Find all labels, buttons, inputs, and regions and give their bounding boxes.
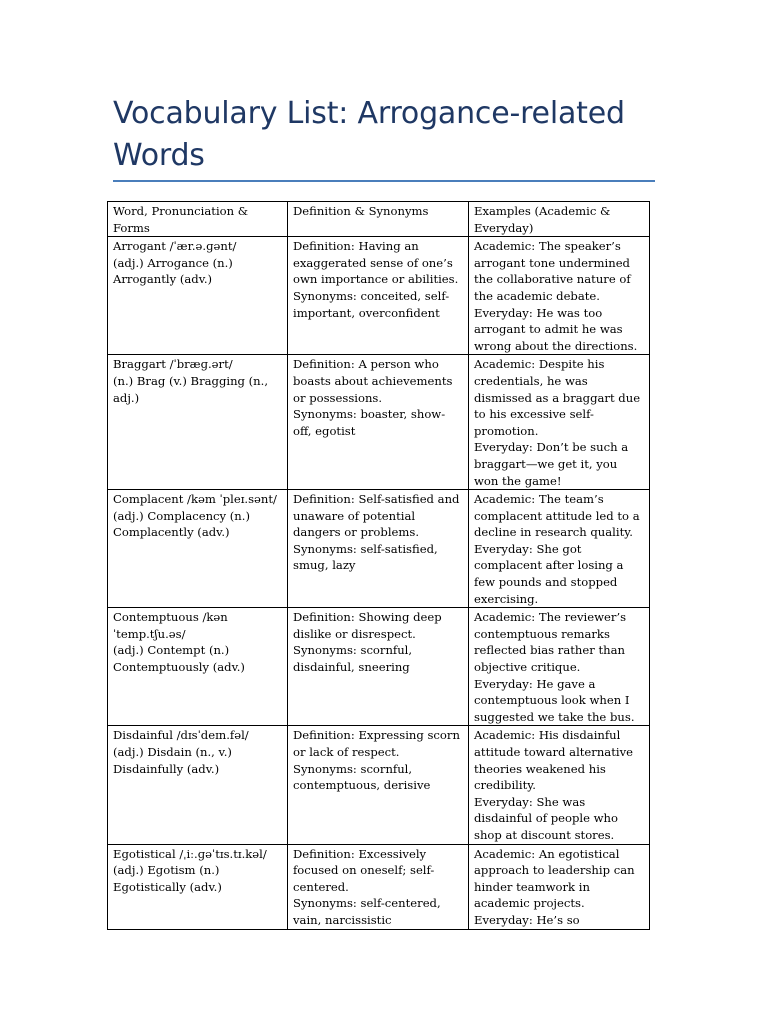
examples-cell (469, 608, 650, 726)
table-row (108, 355, 650, 490)
definition-line: Synonyms: conceited, self-important, overconfident (293, 288, 450, 320)
definition-line: Definition: Excessively focused on oneself; self-centered. (293, 846, 435, 894)
word-cell (108, 726, 288, 844)
examples-line: Academic: Despite his credentials, he was dismissed as a braggart due to his excessive self-promotion. (474, 357, 644, 438)
word-cell (108, 490, 288, 608)
header-definition-synonyms: Definition & Synonyms (288, 202, 469, 237)
table-row (108, 726, 650, 844)
definition-line: Synonyms: scornful, disdainful, sneering (293, 643, 416, 675)
definition-line: Definition: Showing deep dislike or disrespect. (293, 610, 446, 641)
word-line: Arrogant /ˈær.ə.ɡənt/ (113, 239, 237, 254)
word-line: Disdainful /dɪsˈdeɪn.fəl/ (113, 728, 249, 743)
definition-line: Definition: Self-satisfied and unaware of potential dangers or problems. (293, 492, 464, 540)
word-line: (adj.) Complacency (n.) (113, 508, 250, 523)
definition-cell (288, 355, 469, 490)
examples-line: Everyday: She was disdainful of people who shop at discount stores. (474, 794, 622, 842)
examples-cell (469, 355, 650, 490)
examples-line: Academic: His disdainful attitude toward alternative theories weakened his credibility. (474, 728, 637, 793)
definition-line: Synonyms: self-satisfied, smug, lazy (293, 541, 442, 573)
examples-cell (469, 726, 650, 844)
table-row (108, 608, 650, 726)
word-cell (108, 237, 288, 355)
examples-cell (469, 844, 650, 929)
examples-line: Academic: An egotistical approach to leadership can hinder teamwork in academic projects. (474, 846, 639, 911)
word-line: Contemptuously (adv.) (113, 660, 245, 675)
word-line: (adj.) Egotism (n.) (113, 863, 220, 878)
table-header-row (108, 202, 650, 237)
examples-cell (469, 490, 650, 608)
definition-cell (288, 726, 469, 844)
word-cell (108, 355, 288, 490)
word-line: (adj.) Arrogance (n.) (113, 255, 233, 270)
definition-cell (288, 844, 469, 929)
word-cell (108, 844, 288, 929)
title-underline-rule (113, 180, 655, 182)
definition-cell (288, 490, 469, 608)
definition-line: Synonyms: self-centered, vain, narcissistic (293, 896, 445, 927)
examples-line: Everyday: She got complacent after losing a few pounds and stopped exercising. (474, 541, 628, 606)
header-examples: Examples (Academic & Everyday) (469, 202, 650, 237)
examples-line: Everyday: He was too arrogant to admit he was wrong about the directions. (474, 305, 638, 353)
word-line: Arrogantly (adv.) (113, 272, 213, 287)
word-line: (n.) Brag (v.) Bragging (n., adj.) (113, 373, 272, 405)
table-row (108, 237, 650, 355)
word-line: (adj.) Disdain (n., v.) (113, 745, 232, 759)
vocabulary-table-body (108, 202, 650, 930)
definition-cell (288, 237, 469, 355)
examples-cell (469, 237, 650, 355)
definition-line: Definition: Expressing scorn or lack of respect. (293, 728, 464, 759)
examples-line: Academic: The reviewer’s contemptuous remarks reflected bias rather than objective critique. (474, 610, 630, 675)
definition-line: Synonyms: scornful, contemptuous, derisive (293, 761, 431, 793)
word-line: Complacent /kəm ˈpleɪ.sənt/ (113, 492, 277, 507)
header-word-pronunciation-forms: Word, Pronunciation & Forms (108, 202, 288, 237)
document-title: Vocabulary List: Arrogance-related Words (113, 96, 625, 173)
word-line: Egotistically (adv.) (113, 879, 222, 894)
word-line: (adj.) Contempt (n.) (113, 643, 230, 658)
word-line: Egotistical /ˌiː.ɡəˈtɪs.tɪ.kəl/ (113, 846, 267, 861)
word-line: Contemptuous /kən ˈtemp.tʃu.əs/ (113, 610, 232, 641)
definition-line: Synonyms: boaster, show-off, egotist (293, 407, 446, 438)
definition-line: Definition: A person who boasts about achievements or possessions. (293, 357, 457, 405)
definition-line: Definition: Having an exaggerated sense of one’s own importance or abilities. (293, 239, 459, 287)
table-row (108, 490, 650, 608)
vocabulary-table (107, 201, 650, 930)
examples-line: Everyday: He’s so (474, 912, 580, 927)
examples-line: Academic: The team’s complacent attitude led to a decline in research quality. (474, 492, 644, 540)
table-row (108, 844, 650, 929)
word-line: Braggart /ˈbræɡ.ərt/ (113, 357, 233, 372)
examples-line: Academic: The speaker’s arrogant tone undermined the collaborative nature of the academic debate. (474, 239, 635, 303)
word-line: Complacently (adv.) (113, 525, 230, 540)
definition-cell (288, 608, 469, 726)
word-cell (108, 608, 288, 726)
examples-line: Everyday: Don’t be such a braggart—we get it, you won the game! (474, 440, 632, 488)
word-line: Disdainfully (adv.) (113, 761, 220, 776)
examples-line: Everyday: He gave a contemptuous look when I suggested we take the bus. (474, 676, 635, 724)
